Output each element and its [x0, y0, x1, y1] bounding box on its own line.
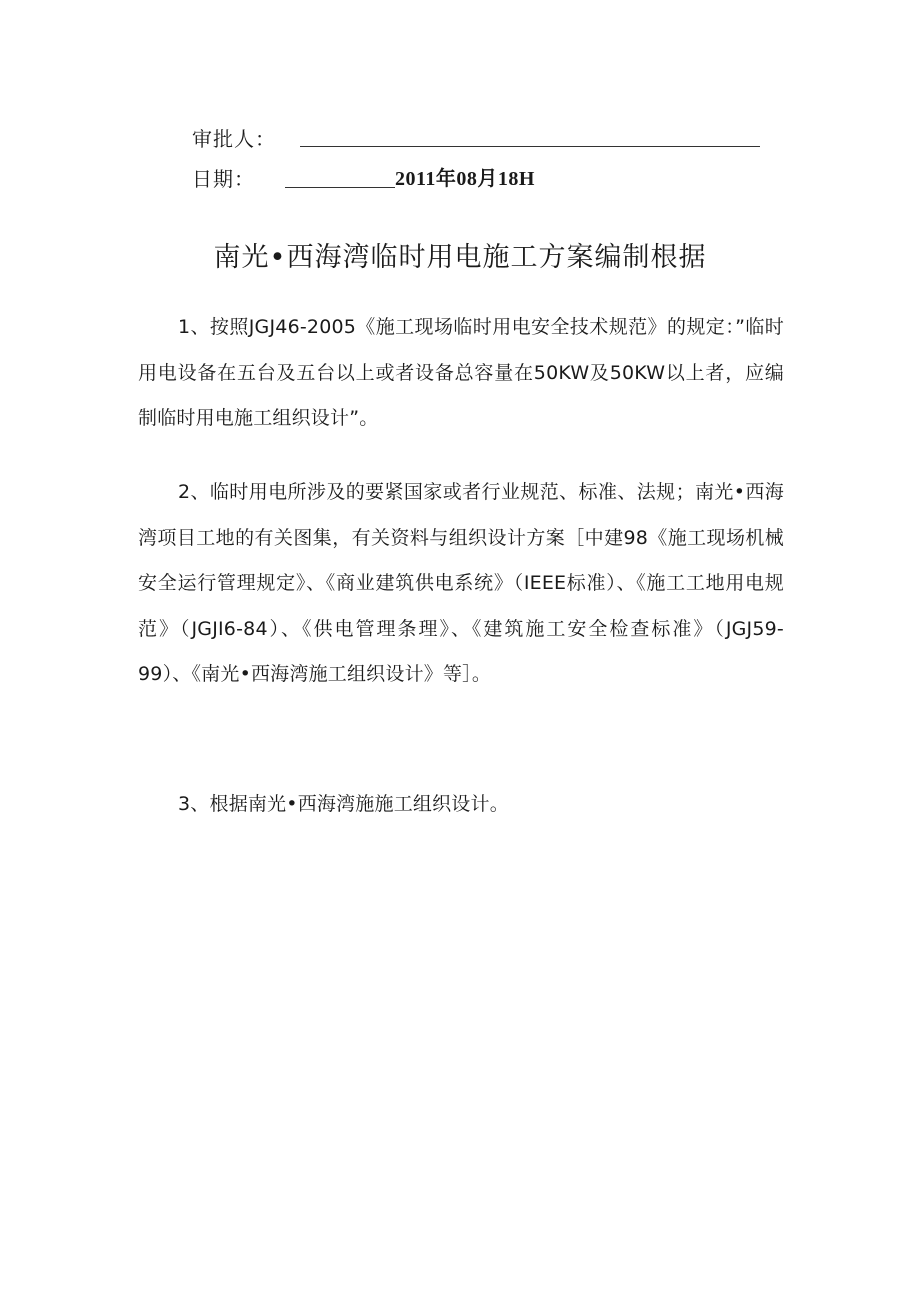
document-title: 南光•西海湾临时用电施工方案编制根据: [213, 242, 707, 273]
paragraph-2: 2、临时用电所涉及的要紧国家或者行业规范、标准、法规；南光•西海湾项目工地的有关图集，有关资料与组织设计方案［中建98《施工现场机械安全运行管理规定》、《商业建筑供电系统》（IEEE标准）、《施工工地用电规范》（JGJI6-84）、《供电管理条理》、《建筑施工安全检查标准》（JGJ59-99）、《南光•西海湾施工组织设计》等］。: [138, 481, 784, 686]
date-label: 日期：: [192, 167, 255, 191]
date-value: 2011年08月18H: [395, 168, 535, 190]
approver-blank-line: [300, 146, 760, 147]
approver-label: 审批人：: [192, 127, 276, 151]
approver-field: [192, 125, 760, 153]
date-blank-line: [285, 187, 395, 188]
paragraph-3: 3、根据南光•西海湾施施工组织设计。: [178, 793, 509, 815]
paragraph-1: 1、按照JGJ46-2005《施工现场临时用电安全技术规范》的规定：”临时用电设备在五台及五台以上或者设备总容量在50KW及50KW以上者，应编制临时用电施工组织设计”。: [138, 316, 784, 430]
date-field: [192, 165, 535, 193]
